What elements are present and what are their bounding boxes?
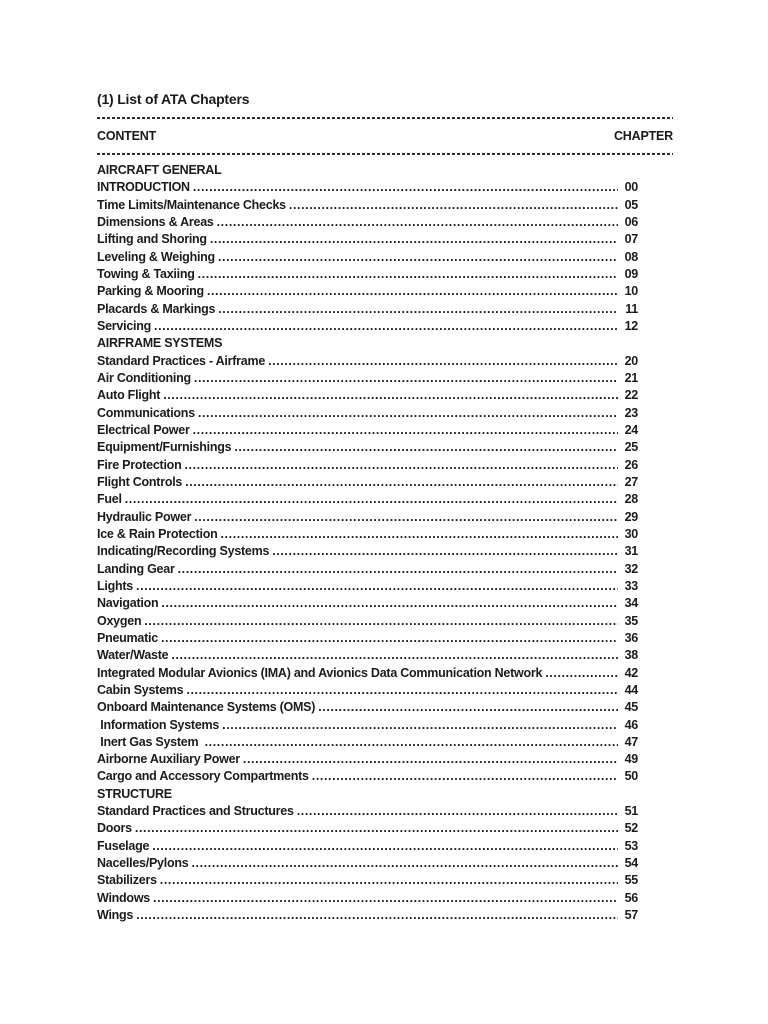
toc-entry-label: Lifting and Shoring <box>97 232 207 247</box>
toc-entry-chapter: 31 <box>624 544 638 559</box>
toc-entry-chapter: 36 <box>624 630 638 645</box>
toc-entry <box>97 578 638 595</box>
toc-entry-label: Lights <box>97 578 133 593</box>
toc-entry-chapter: 06 <box>624 214 638 229</box>
toc-entry <box>97 682 638 699</box>
toc-entry-dot-leader <box>191 855 618 872</box>
toc-entry-label: Equipment/Furnishings <box>97 440 232 455</box>
toc-entry <box>97 751 638 768</box>
toc-entry-chapter: 10 <box>624 284 638 299</box>
toc-entry-dot-leader <box>268 353 618 370</box>
toc-entry-label: Oxygen <box>97 613 142 628</box>
toc-entry-dot-leader <box>144 613 618 630</box>
toc-entry-label: Air Conditioning <box>97 370 191 385</box>
toc-entry-dot-leader <box>161 595 618 612</box>
toc-entry-dot-leader <box>184 457 618 474</box>
toc-entry-dot-leader <box>194 509 618 526</box>
dashed-separator-header <box>97 153 673 155</box>
toc-entry-chapter: 33 <box>624 578 638 593</box>
toc-entry <box>97 890 638 907</box>
toc-entry <box>97 647 638 664</box>
toc-entry <box>97 197 638 214</box>
toc-entry-label: Towing & Taxiing <box>97 266 195 281</box>
toc-entry <box>97 665 638 682</box>
toc-entry-dot-leader <box>318 699 618 716</box>
toc-entry-dot-leader <box>163 387 618 404</box>
toc-entry <box>97 370 638 387</box>
toc-entry <box>97 422 638 439</box>
page-title: (1) List of ATA Chapters <box>97 91 250 107</box>
toc-entry-chapter: 46 <box>624 717 638 732</box>
toc-entry <box>97 526 638 543</box>
toc-entry-dot-leader <box>135 820 618 837</box>
toc-entry-chapter: 38 <box>624 648 638 663</box>
toc-entry <box>97 734 638 751</box>
toc-section-heading: STRUCTURE <box>97 786 172 801</box>
toc-entry-chapter: 24 <box>624 422 638 437</box>
toc-entry-dot-leader <box>297 803 618 820</box>
toc-entry-label: Landing Gear <box>97 561 175 576</box>
toc-entry-dot-leader <box>153 890 618 907</box>
toc-entry-chapter: 52 <box>624 821 638 836</box>
toc-entry-label: Windows <box>97 890 150 905</box>
toc-entry-label: Leveling & Weighing <box>97 249 215 264</box>
toc-entry-chapter: 34 <box>624 596 638 611</box>
toc-entry-label: Servicing <box>97 318 152 333</box>
toc-entry <box>97 249 638 266</box>
toc-entry <box>97 509 638 526</box>
toc-entry-chapter: 28 <box>624 492 638 507</box>
column-header-row <box>97 129 673 143</box>
toc-entry-chapter: 49 <box>624 752 638 767</box>
toc-entry-label: Communications <box>97 405 195 420</box>
toc-entry-chapter: 57 <box>624 908 638 923</box>
toc-entry-dot-leader <box>207 283 618 300</box>
toc-entry-chapter: 12 <box>624 318 638 333</box>
toc-entry-label: Information Systems <box>97 717 220 732</box>
toc-entry <box>97 872 638 889</box>
toc-entry <box>97 595 638 612</box>
toc-entry-dot-leader <box>154 318 618 335</box>
toc-entry-label: Water/Waste <box>97 648 169 663</box>
toc-entry-label: Wings <box>97 908 134 923</box>
toc-entry <box>97 439 638 456</box>
chapter-column-header: CHAPTER <box>613 129 673 143</box>
toc-entry-chapter: 30 <box>624 526 638 541</box>
toc-section-heading: AIRFRAME SYSTEMS <box>97 336 223 351</box>
dashed-separator-top <box>97 117 673 119</box>
toc-entry-label: Dimensions & Areas <box>97 214 214 229</box>
content-column-header: CONTENT <box>97 129 157 143</box>
toc-entry-label: Standard Practices - Airframe <box>97 353 266 368</box>
toc-entry-dot-leader <box>136 578 618 595</box>
toc-entry-dot-leader <box>234 439 618 456</box>
toc-entry <box>97 561 638 578</box>
toc-entry-chapter: 35 <box>624 613 638 628</box>
toc-entry <box>97 474 638 491</box>
toc-entry <box>97 803 638 820</box>
toc-entry <box>97 231 638 248</box>
toc-entry-chapter: 50 <box>624 769 638 784</box>
toc-entry-label: Hydraulic Power <box>97 509 192 524</box>
toc-entry-chapter: 09 <box>624 266 638 281</box>
toc-entry-dot-leader <box>210 231 618 248</box>
toc-entry <box>97 613 638 630</box>
toc-entry <box>97 699 638 716</box>
toc-entry-dot-leader <box>198 266 618 283</box>
toc-entry-chapter: 05 <box>624 197 638 212</box>
toc-entry-label: Inert Gas System <box>97 734 202 749</box>
toc-entry-dot-leader <box>198 405 618 422</box>
toc-entry <box>97 283 638 300</box>
toc-entry <box>97 768 638 785</box>
toc-entry-label: Auto Flight <box>97 388 161 403</box>
toc-entry-dot-leader <box>217 214 618 231</box>
toc-entry-chapter: 26 <box>624 457 638 472</box>
toc-entry-chapter: 51 <box>624 804 638 819</box>
toc-entry-dot-leader <box>160 872 618 889</box>
toc-entry-label: Parking & Mooring <box>97 284 204 299</box>
toc-entry-dot-leader <box>193 179 618 196</box>
toc-entry-dot-leader <box>193 422 618 439</box>
toc-entry <box>97 907 638 924</box>
toc-list <box>97 162 638 924</box>
toc-entry-label: Navigation <box>97 596 159 611</box>
toc-entry-label: Placards & Markings <box>97 301 216 316</box>
toc-entry-dot-leader <box>220 526 618 543</box>
toc-entry-label: Time Limits/Maintenance Checks <box>97 197 286 212</box>
toc-entry <box>97 266 638 283</box>
toc-entry <box>97 214 638 231</box>
toc-entry-dot-leader <box>136 907 618 924</box>
toc-entry-chapter: 07 <box>624 232 638 247</box>
toc-entry <box>97 717 638 734</box>
toc-section-heading: AIRCRAFT GENERAL <box>97 163 222 177</box>
toc-entry-dot-leader <box>289 197 618 214</box>
toc-entry-label: Fire Protection <box>97 457 182 472</box>
toc-entry <box>97 353 638 370</box>
toc-entry-label: Electrical Power <box>97 422 190 437</box>
toc-entry <box>97 405 638 422</box>
toc-entry-chapter: 53 <box>624 838 638 853</box>
toc-entry-dot-leader <box>243 751 618 768</box>
toc-entry-label: Nacelles/Pylons <box>97 856 189 871</box>
toc-entry-dot-leader <box>161 630 618 647</box>
toc-entry-chapter: 20 <box>624 353 638 368</box>
toc-entry <box>97 318 638 335</box>
toc-entry <box>97 179 638 196</box>
toc-entry-dot-leader <box>186 682 618 699</box>
toc-entry-dot-leader <box>194 370 618 387</box>
toc-entry <box>97 457 638 474</box>
toc-entry-chapter: 42 <box>624 665 638 680</box>
toc-entry-dot-leader <box>218 301 618 318</box>
toc-entry-chapter: 21 <box>624 370 638 385</box>
toc-entry-label: Cabin Systems <box>97 682 184 697</box>
toc-entry-label: Airborne Auxiliary Power <box>97 752 240 767</box>
toc-entry-chapter: 55 <box>624 873 638 888</box>
toc-entry-dot-leader <box>222 717 618 734</box>
toc-entry <box>97 630 638 647</box>
toc-entry-dot-leader <box>152 838 618 855</box>
toc-entry-chapter: 47 <box>624 734 638 749</box>
toc-entry <box>97 491 638 508</box>
toc-entry <box>97 301 638 318</box>
toc-entry-chapter: 22 <box>624 388 638 403</box>
toc-entry-dot-leader <box>178 561 618 578</box>
toc-entry-label: Flight Controls <box>97 474 183 489</box>
toc-entry-chapter: 45 <box>624 700 638 715</box>
toc-entry-chapter: 29 <box>624 509 638 524</box>
toc-entry-label: Integrated Modular Avionics (IMA) and Avionics Data Communication Network <box>97 665 543 680</box>
toc-entry-label: Ice & Rain Protection <box>97 526 218 541</box>
toc-entry-chapter: 56 <box>624 890 638 905</box>
toc-entry-label: Standard Practices and Structures <box>97 804 294 819</box>
toc-entry-label: Indicating/Recording Systems <box>97 544 270 559</box>
toc-entry-chapter: 54 <box>624 856 638 871</box>
toc-entry-chapter: 25 <box>624 440 638 455</box>
toc-entry-label: Fuselage <box>97 838 150 853</box>
toc-entry-label: Pneumatic <box>97 630 158 645</box>
toc-entry-dot-leader <box>205 734 618 751</box>
toc-entry-chapter: 00 <box>624 180 638 195</box>
toc-entry-chapter: 32 <box>624 561 638 576</box>
toc-entry-dot-leader <box>185 474 618 491</box>
toc-entry-label: Fuel <box>97 492 122 507</box>
toc-entry <box>97 387 638 404</box>
toc-entry-dot-leader <box>125 491 618 508</box>
toc-entry <box>97 543 638 560</box>
toc-entry <box>97 855 638 872</box>
toc-entry-dot-leader <box>218 249 618 266</box>
toc-entry-label: Stabilizers <box>97 873 157 888</box>
toc-entry-label: Cargo and Accessory Compartments <box>97 769 309 784</box>
toc-entry-dot-leader <box>312 768 618 785</box>
toc-entry <box>97 820 638 837</box>
toc-entry-chapter: 27 <box>624 474 638 489</box>
toc-entry-dot-leader <box>272 543 618 560</box>
toc-entry-label: Doors <box>97 821 132 836</box>
toc-entry-label: Onboard Maintenance Systems (OMS) <box>97 700 316 715</box>
toc-entry <box>97 838 638 855</box>
toc-entry-chapter: 11 <box>625 301 638 316</box>
toc-entry-dot-leader <box>545 665 618 682</box>
toc-entry-chapter: 44 <box>624 682 638 697</box>
toc-entry-dot-leader <box>171 647 618 664</box>
toc-entry-label: INTRODUCTION <box>97 180 190 195</box>
toc-entry-chapter: 23 <box>624 405 638 420</box>
toc-entry-chapter: 08 <box>624 249 638 264</box>
